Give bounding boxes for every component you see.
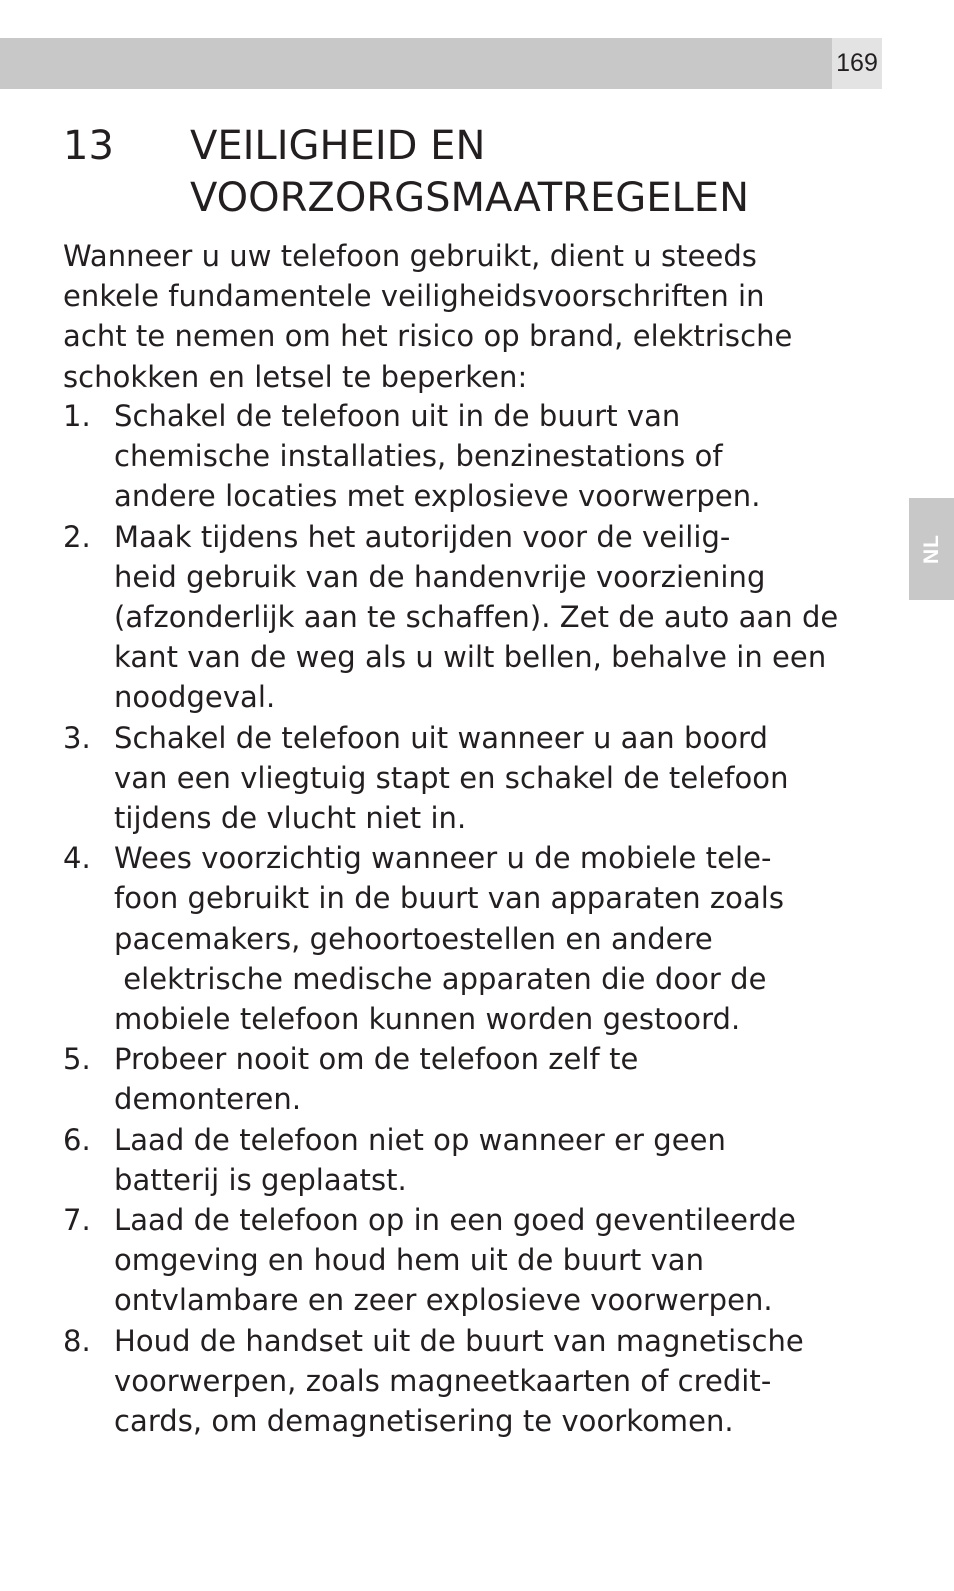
list-item xyxy=(63,1321,903,1442)
list-item-line: foon gebruikt in de buurt van apparaten zoals xyxy=(114,881,785,916)
page-number-label: 169 xyxy=(836,49,878,77)
list-item xyxy=(63,838,903,1039)
list-item-line: Wees voorzichtig wanneer u de mobiele tele- xyxy=(114,841,772,876)
list-item-line: mobiele telefoon kunnen worden gestoord. xyxy=(114,1002,741,1037)
section-title xyxy=(190,120,890,224)
list-item-number: 4. xyxy=(63,841,91,876)
intro-paragraph xyxy=(63,236,893,397)
list-item-line: Houd de handset uit de buurt van magnetische xyxy=(114,1323,804,1358)
list-item-line: Probeer nooit om de telefoon zelf te xyxy=(114,1042,639,1077)
list-item-number: 6. xyxy=(63,1122,91,1157)
list-item-number: 1. xyxy=(63,399,91,433)
page-number xyxy=(832,38,882,89)
list-item-line: Laad de telefoon niet op wanneer er geen xyxy=(114,1122,726,1157)
list-item-line: elektrische medische apparaten die door de xyxy=(114,961,767,996)
list-item-line: heid gebruik van de handenvrije voorziening xyxy=(114,559,766,594)
language-tab-label: NL xyxy=(919,534,943,564)
list-item xyxy=(63,396,903,517)
list-item-line: omgeving en houd hem uit de buurt van xyxy=(114,1243,705,1278)
intro-line: Wanneer u uw telefoon gebruikt, dient u steeds xyxy=(63,239,757,273)
intro-line: enkele fundamentele veiligheidsvoorschriften in xyxy=(63,279,765,314)
list-item-number: 7. xyxy=(63,1203,91,1238)
list-item-line: pacemakers, gehoortoestellen en andere xyxy=(114,921,713,956)
list-item-number: 3. xyxy=(63,720,91,755)
list-item xyxy=(63,718,903,839)
intro-line: schokken en letsel te beperken: xyxy=(63,359,528,394)
header-bar xyxy=(0,38,832,89)
list-item xyxy=(63,1039,903,1119)
list-item-line: tijdens de vlucht niet in. xyxy=(114,801,467,836)
list-item-line: van een vliegtuig stapt en schakel de telefoon xyxy=(114,760,789,795)
list-item-line: cards, om demagnetisering te voorkomen. xyxy=(114,1404,734,1439)
list-item-line: chemische installaties, benzinestations of xyxy=(114,439,723,474)
list-item-line: Laad de telefoon op in een goed geventileerde xyxy=(114,1203,796,1238)
list-item-line: batterij is geplaatst. xyxy=(114,1162,407,1197)
intro-line: acht te nemen om het risico op brand, elektrische xyxy=(63,319,793,354)
list-item-line: voorwerpen, zoals magneetkaarten of credit- xyxy=(114,1363,772,1398)
safety-list xyxy=(63,396,903,1441)
list-item-number: 5. xyxy=(63,1042,91,1077)
list-item-line: noodgeval. xyxy=(114,680,276,715)
list-item-line: ontvlambare en zeer explosieve voorwerpen. xyxy=(114,1283,773,1318)
list-item-number: 8. xyxy=(63,1323,91,1358)
section-title-line: VOORZORGSMAATREGELEN xyxy=(190,175,749,221)
language-tab xyxy=(909,498,954,600)
list-item-line: andere locaties met explosieve voorwerpen. xyxy=(114,479,761,514)
list-item-line: Schakel de telefoon uit wanneer u aan boord xyxy=(114,720,768,755)
section-number: 13 xyxy=(63,123,114,169)
list-item xyxy=(63,1200,903,1321)
list-item-line: (afzonderlijk aan te schaffen). Zet de auto aan de xyxy=(114,600,839,635)
list-item-number: 2. xyxy=(63,519,91,554)
section-title-line: VEILIGHEID EN xyxy=(190,123,486,169)
list-item-line: Schakel de telefoon uit in de buurt van xyxy=(114,399,681,433)
list-item-line: demonteren. xyxy=(114,1082,302,1117)
list-item xyxy=(63,1120,903,1200)
list-item-line: kant van de weg als u wilt bellen, behalve in een xyxy=(114,640,827,675)
list-item xyxy=(63,517,903,718)
list-item-line: Maak tijdens het autorijden voor de veilig- xyxy=(114,519,731,554)
